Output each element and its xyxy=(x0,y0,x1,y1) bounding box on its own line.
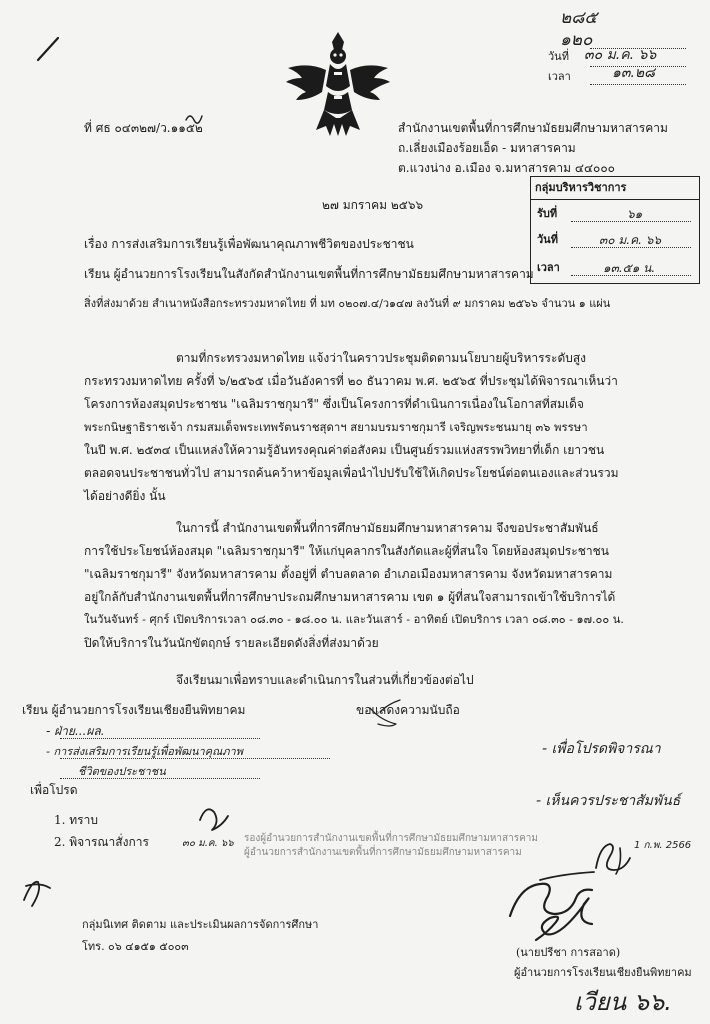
stamp-number-2: ๑๒๐ xyxy=(560,30,593,50)
closing-sentence: จึงเรียนมาเพื่อทราบและดำเนินการในส่วนที่เกี่ยวข้องต่อไป xyxy=(176,673,474,687)
paragraph-line: ในปี พ.ศ. ๒๕๓๔ เป็นแหล่งให้ความรู้อันทรงคุณค่าต่อสังคม เป็นศูนย์รวมแห่งสรรพวิทยาที่เด็ก เยาวชน xyxy=(84,443,605,457)
signer-name: (นายปรีชา การสอาด) xyxy=(516,946,621,959)
memo-item-3: ชีวิตของประชาชน xyxy=(78,765,166,778)
stamp-date-label-2: วันที่ xyxy=(537,233,558,246)
garuda-emblem-icon xyxy=(282,30,394,138)
paragraph-line: กระทรวงมหาดไทย ครั้งที่ ๖/๒๕๖๕ เมื่อวันอังคารที่ ๒๐ ธันวาคม พ.ศ. ๒๕๖๕ ที่ประชุมได้พิจารณาเห็นว่า xyxy=(84,374,618,388)
memo-hand-date: ๓๐ ม.ค. ๖๖ xyxy=(182,838,234,849)
stamp-receive-label: รับที่ xyxy=(537,207,558,220)
memo-option-consider: 2. พิจารณาสั่งการ xyxy=(54,835,149,849)
regards-text: ขอแสดงความนับถือ xyxy=(356,703,460,717)
paragraph-line: ในการนี้ สำนักงานเขตพื้นที่การศึกษามัธยมศึกษามหาสารคาม จึงขอประชาสัมพันธ์ xyxy=(176,521,599,535)
memo-item-2: - การส่งเสริมการเรียนรู้เพื่อพัฒนาคุณภาพ xyxy=(46,745,243,758)
right-note-date: 1 ก.พ. 2566 xyxy=(634,840,692,851)
paragraph-line: ปิดให้บริการในวันนักขัตฤกษ์ รายละเอียดดังสิ่งที่ส่งมาด้วย xyxy=(84,636,379,650)
right-note-2: - เห็นควรประชาสัมพันธ์ xyxy=(536,793,681,809)
memo-option-acknowledge: 1. ทราบ xyxy=(54,813,98,827)
paragraph-line: พระกนิษฐาธิราชเจ้า กรมสมเด็จพระเทพรัตนราชสุดาฯ สยามบรมราชกุมารี เจริญพระชนมายุ ๓๖ พรรษา xyxy=(84,420,588,434)
stamp-time-value-2: ๑๓.๕๑ น. xyxy=(603,261,656,275)
paragraph-line: อยู่ใกล้กับสำนักงานเขตพื้นที่การศึกษาประถมศึกษามหาสารคาม เขต ๑ ผู้ที่สนใจสามารถเข้าใช้บริการได้ xyxy=(84,590,616,604)
stamp-time-label-2: เวลา xyxy=(537,261,560,274)
attachment-line: สิ่งที่ส่งมาด้วย สำเนาหนังสือกระทรวงมหาดไทย ที่ มท ๐๒๐๗.๔/ว๑๔๗ ลงวันที่ ๙ มกราคม ๒๕๖๖ จำนวน ๑ แผ่น xyxy=(84,297,611,310)
memo-addressee: เรียน ผู้อำนวยการโรงเรียนเชียงยืนพิทยาคม xyxy=(22,703,246,717)
paragraph-line: โครงการห้องสมุดประชาชน "เฉลิมราชกุมารี" ซึ่งเป็นโครงการที่ดำเนินการเนื่องในโอกาสที่สมเด็จ xyxy=(84,397,584,411)
document-number: ที่ ศธ ๐๔๓๒๗/ว.๑๑๕๒ xyxy=(84,121,203,135)
paragraph-line: ตลอดจนประชาชนทั่วไป สามารถค้นคว้าหาข้อมูลเพื่อนำไปปรับใช้ให้เกิดประโยชน์ต่อตนเองและส่วนรวม xyxy=(84,466,619,480)
stamp-date-value-2: ๓๐ ม.ค. ๖๖ xyxy=(599,233,661,247)
memo-item-1: - ฝ่าย...ผล. xyxy=(46,724,105,738)
paragraph-line: ได้อย่างดียิ่ง นั้น xyxy=(84,489,166,503)
signer-position: ผู้อำนวยการโรงเรียนเชียงยืนพิทยาคม xyxy=(514,966,692,979)
signer-note: เวียน ๖๖. xyxy=(574,988,672,1016)
stamp-receive-number: ๖๑ xyxy=(627,207,643,221)
addressee-line: เรียน ผู้อำนวยการโรงเรียนในสังกัดสำนักงานเขตพื้นที่การศึกษามัธยมศึกษามหาสารคาม xyxy=(84,267,534,281)
memo-faint-line-2: ผู้อำนวยการสำนักงานเขตพื้นที่การศึกษามัธยมศึกษามหาสารคาม xyxy=(244,847,522,858)
footer-phone: โทร. ๐๖ ๔๑๕๑ ๕๐๐๓ xyxy=(82,940,189,953)
department-receive-stamp xyxy=(530,176,700,284)
paragraph-line: ในวันจันทร์ - ศุกร์ เปิดบริการเวลา ๐๘.๓๐ - ๑๘.๐๐ น. และวันเสาร์ - อาทิตย์ เปิดบริการ เวลา ๐๘.๓๐ - ๑๗.๐๐ น. xyxy=(84,613,624,626)
document-date: ๒๗ มกราคม ๒๕๖๖ xyxy=(322,198,424,212)
office-address-line1: ถ.เลี่ยงเมืองร้อยเอ็ด - มหาสารคาม xyxy=(398,141,576,155)
stamp-department-title: กลุ่มบริหารวิชาการ xyxy=(535,181,627,194)
memo-for-label: เพื่อโปรด xyxy=(30,783,78,797)
office-name: สำนักงานเขตพื้นที่การศึกษามัธยมศึกษามหาสารคาม xyxy=(398,121,668,135)
stamp-date-label: วันที่ xyxy=(548,50,569,63)
memo-faint-line-1: รองผู้อำนวยการสำนักงานเขตพื้นที่การศึกษามัธยมศึกษามหาสารคาม xyxy=(244,833,538,844)
stamp-time-label: เวลา xyxy=(548,70,571,83)
paragraph-line: ตามที่กระทรวงมหาดไทย แจ้งว่าในคราวประชุมติดตามนโยบายผู้บริหารระดับสูง xyxy=(176,351,587,365)
office-address-line2: ต.แวงน่าง อ.เมือง จ.มหาสารคาม ๔๔๐๐๐ xyxy=(398,161,616,175)
paragraph-line: การใช้ประโยชน์ห้องสมุด "เฉลิมราชกุมารี" ให้แก่บุคลากรในสังกัดและผู้ที่สนใจ โดยห้องสมุดประชาชน xyxy=(84,544,609,558)
right-note-1: - เพื่อโปรดพิจารณา xyxy=(542,741,661,757)
stamp-time-value: ๑๓.๒๘ xyxy=(612,65,655,81)
footer-department: กลุ่มนิเทศ ติดตาม และประเมินผลการจัดการศึกษา xyxy=(82,918,319,931)
subject-line: เรื่อง การส่งเสริมการเรียนรู้เพื่อพัฒนาคุณภาพชีวิตของประชาชน xyxy=(84,237,414,251)
stamp-date-value: ๓๐ ม.ค. ๖๖ xyxy=(584,47,657,63)
stamp-number-1: ๒๘๕ xyxy=(560,8,598,28)
paragraph-line: "เฉลิมราชกุมารี" จังหวัดมหาสารคาม ตั้งอยู่ที่ ตำบลตลาด อำเภอเมืองมหาสารคาม จังหวัดมหาสารคาม xyxy=(84,567,613,581)
